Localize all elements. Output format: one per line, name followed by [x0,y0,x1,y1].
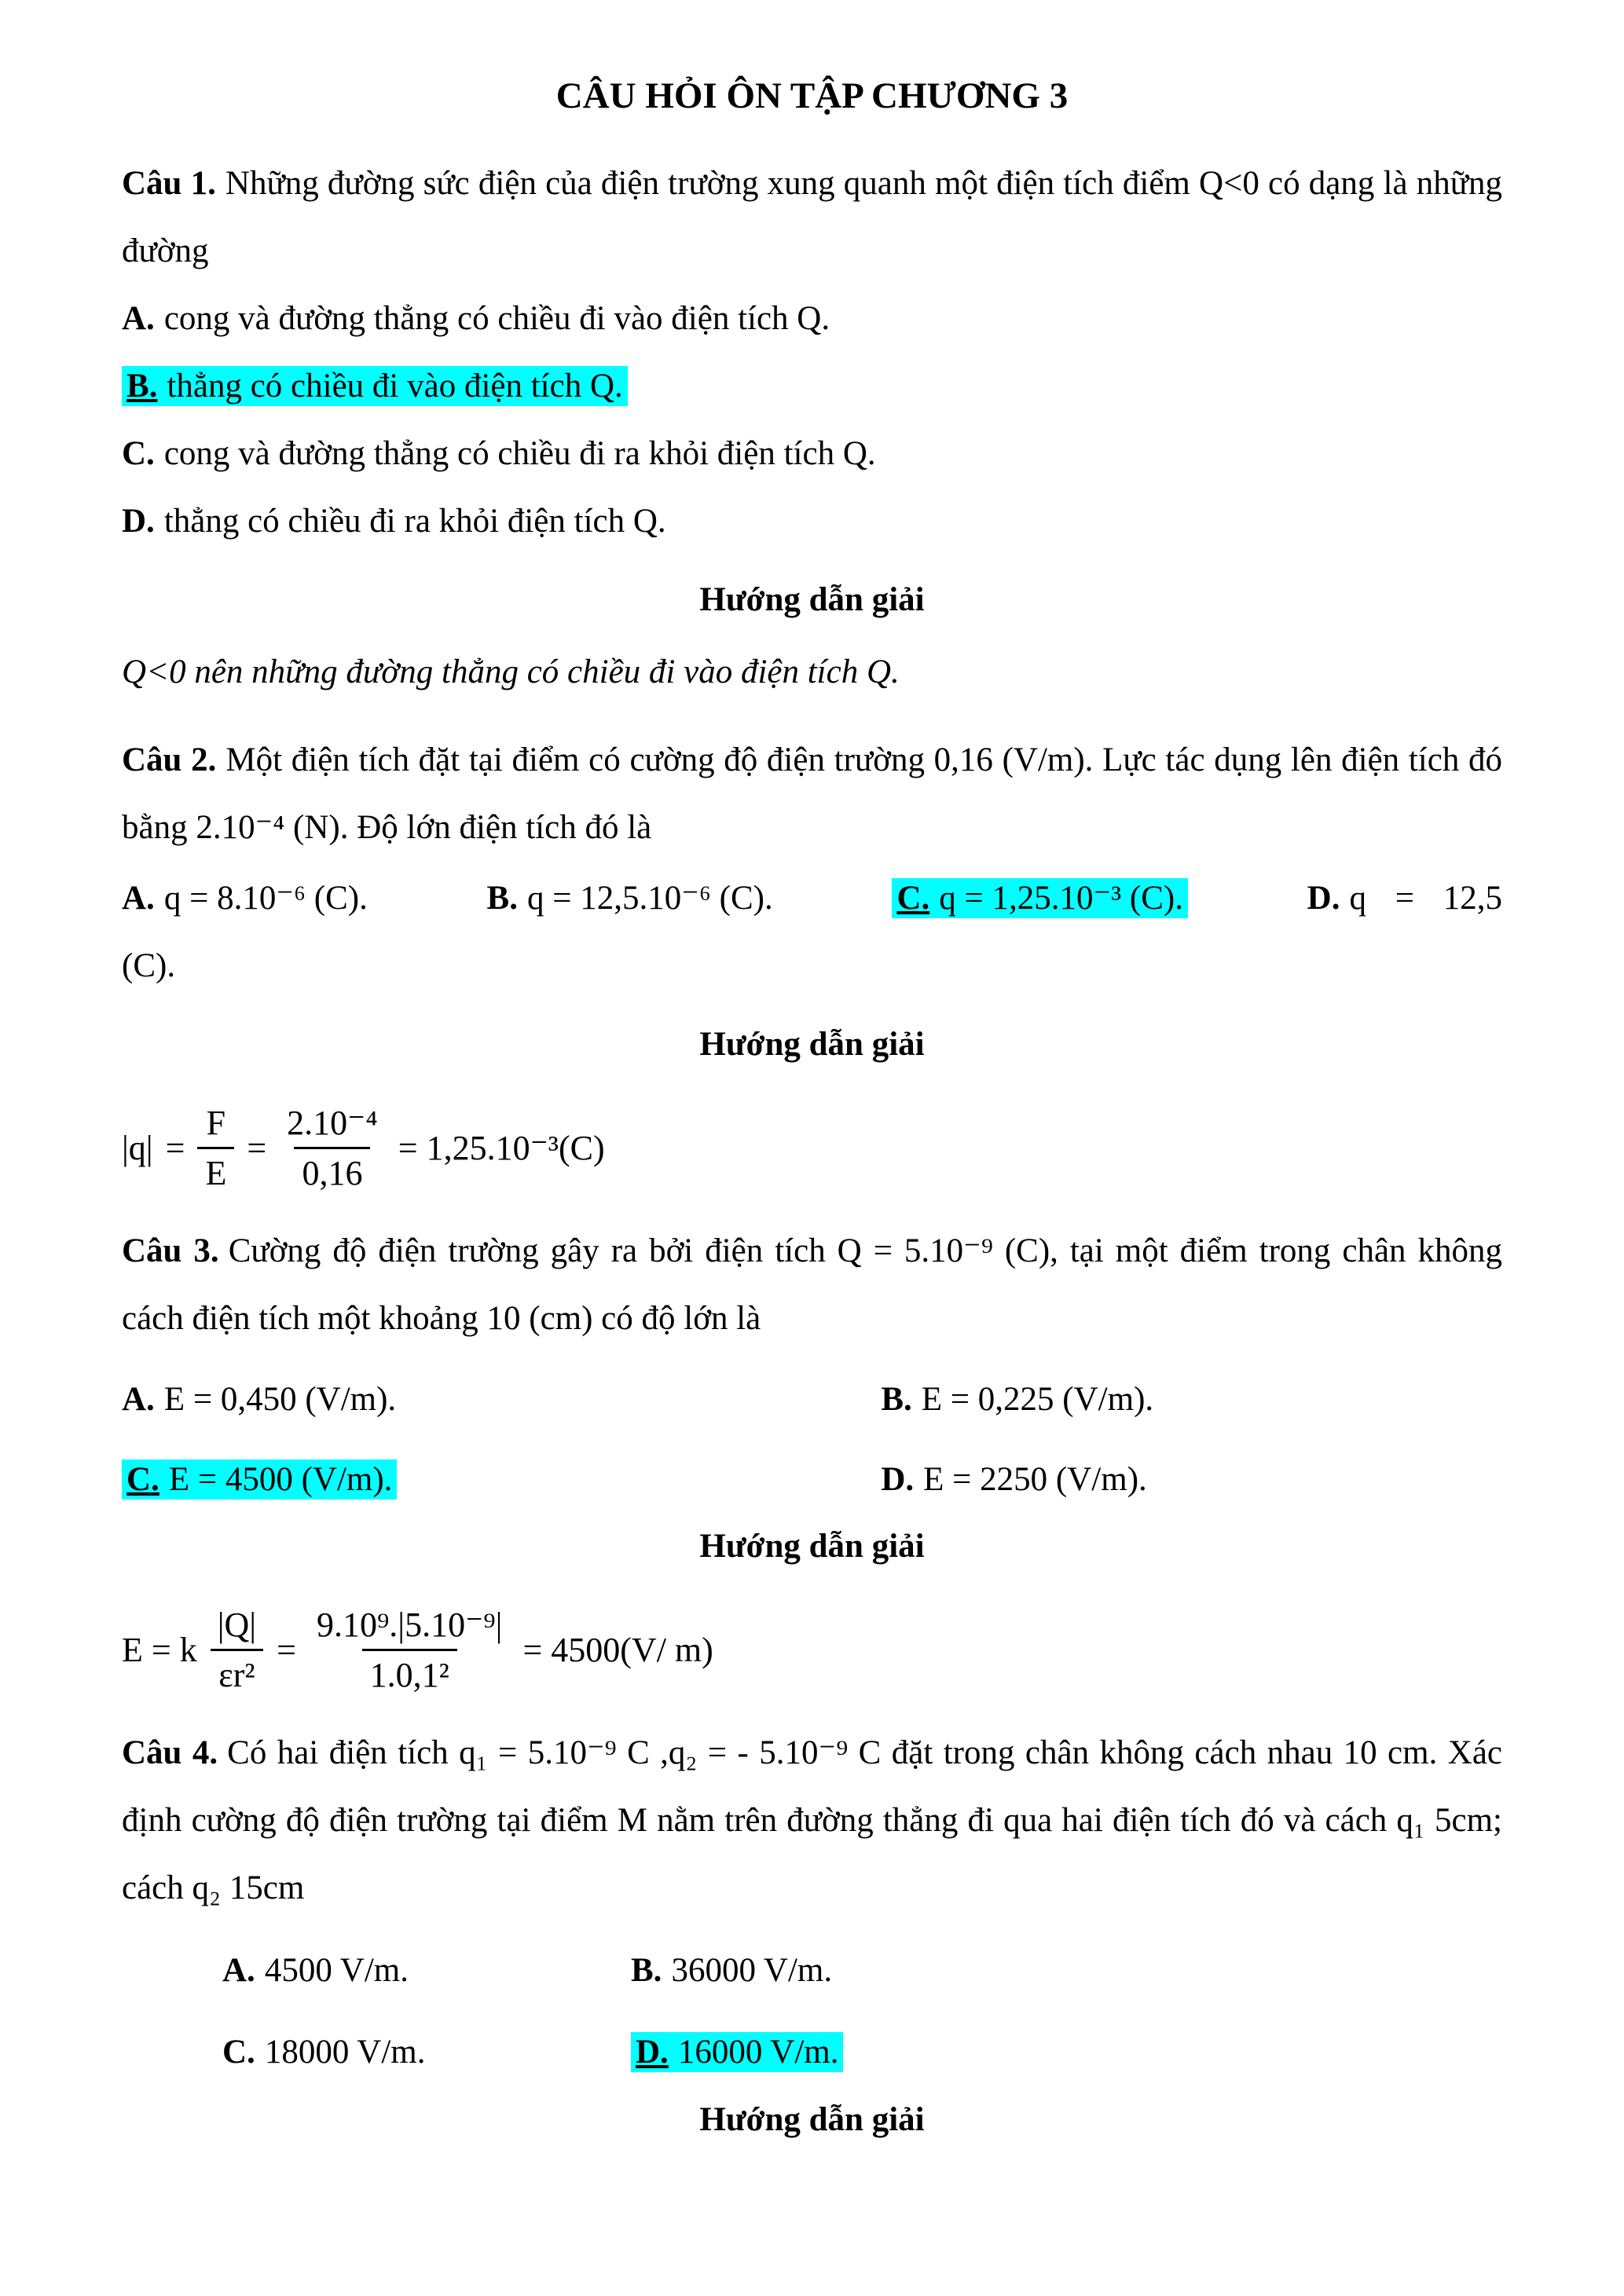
q4-options-grid [122,1950,1502,2072]
question-4-label: Câu 4. [122,1734,218,1771]
q2-option-d [1307,865,1502,932]
q2-option-c-label: C. [896,880,930,917]
q2-option-a-text: q = 8.10⁻⁶ (C). [163,880,368,917]
q3-option-b-label: B. [881,1381,912,1419]
q4-option-d-label: D. [636,2033,669,2071]
q1-option-b [122,353,1502,420]
q2-option-c-text: q = 1,25.10⁻³ (C). [939,880,1183,917]
q3-formula-fraction-1-denominator: εr² [211,1649,262,1699]
q3-formula-fraction-2-numerator: 9.10⁹.|5.10⁻⁹| [316,1605,503,1644]
q1-option-d-text: thẳng có chiều đi ra khỏi điện tích Q. [163,503,666,540]
q3-option-d-label: D. [881,1460,915,1498]
q4-option-b [631,1950,843,1991]
q2-formula-fraction-1 [197,1099,234,1197]
q2-solution-heading: Hướng dẫn giải [699,1026,925,1063]
q3-formula-equals: = [277,1630,296,1669]
q2-formula-fraction-1-numerator: F [206,1104,226,1142]
question-3-statement [122,1218,1502,1353]
q1-option-c [122,420,1502,488]
page-title: CÂU HỎI ÔN TẬP CHƯƠNG 3 [555,75,1069,116]
question-2-label: Câu 2. [122,742,217,778]
q3-option-d-text: E = 2250 (V/m). [923,1460,1147,1498]
q3-formula-result: = 4500(V/ m) [522,1630,713,1669]
q2-option-b-label: B. [486,880,518,917]
q2-options-row [122,865,1502,932]
q3-solution-heading: Hướng dẫn giải [699,1527,925,1565]
q1-option-b-highlight [122,366,628,406]
question-3-text: Cường độ điện trường gây ra bởi điện tích Q = 5.10⁻⁹ (C), tại một điểm trong chân không cách điện tích một khoảng 10 (cm) có độ lớn là [122,1232,1502,1338]
q2-option-d-text: q = 12,5 [1349,880,1502,917]
q3-options-grid [122,1379,1502,1500]
q1-option-a-label: A. [122,300,155,337]
q4-option-c-label: C. [222,2033,255,2071]
question-2-text: Một điện tích đặt tại điểm có cường độ điện trường 0,16 (V/m). Lực tác dụng lên điện tích đó bằng 2.10⁻⁴ (N). Độ lớn điện tích đó là [122,742,1502,846]
question-1-label: Câu 1. [122,165,216,202]
q2-option-b-text: q = 12,5.10⁻⁶ (C). [526,880,773,917]
q4-option-d-text: 16000 V/m. [677,2033,839,2071]
q3-formula-fraction-1-numerator: |Q| [217,1605,257,1644]
question-4-text: Có hai điện tích q₁ = 5.10⁻⁹ C ,q₂ = - 5.10⁻⁹ C đặt trong chân không cách nhau 10 cm. Xác định cường độ điện trường tại điểm M nằm trên đường thẳng đi qua hai điện tích đó và cách q₁ 5cm; cách q₂ 15cm [122,1734,1502,1906]
q3-option-b [881,1379,1502,1420]
q2-formula-fraction-2-numerator: 2.10⁻⁴ [287,1104,378,1142]
q2-option-c-highlight [892,878,1187,918]
q2-option-c [892,865,1187,932]
q3-formula-fraction-1 [210,1601,264,1699]
q3-option-d [881,1459,1502,1500]
q1-option-c-label: C. [122,435,155,472]
q2-formula-fraction-2 [279,1099,386,1197]
q2-formula-fraction-1-denominator: E [197,1147,234,1197]
q4-option-c-text: 18000 V/m. [264,2033,426,2071]
q3-option-a-label: A. [122,1381,155,1419]
q1-option-c-text: cong và đường thẳng có chiều đi ra khỏi điện tích Q. [163,435,876,472]
q2-formula-equals-2: = [247,1129,267,1168]
q2-solution-formula [122,1099,1502,1197]
q3-option-a [122,1379,881,1420]
q2-formula-equals-1: = [165,1129,185,1168]
q4-option-d [631,2032,843,2073]
q2-option-d-label: D. [1307,880,1340,917]
q3-solution-formula [122,1601,1502,1699]
q4-option-a-label: A. [222,1951,255,1989]
q1-option-b-text: thẳng có chiều đi vào điện tích Q. [167,368,623,405]
q1-option-d [122,488,1502,555]
question-2-statement [122,727,1502,862]
q4-option-a-text: 4500 V/m. [264,1951,409,1989]
question-1-statement [122,150,1502,285]
q4-option-b-label: B. [631,1951,662,1989]
q1-option-a [122,285,1502,353]
q4-option-c [222,2032,631,2073]
q2-option-d-continuation: (C). [122,947,176,984]
q4-solution-heading: Hướng dẫn giải [699,2101,925,2139]
question-1-text: Những đường sức điện của điện trường xung quanh một điện tích điểm Q<0 có dạng là những đường [122,165,1503,269]
q3-option-a-text: E = 0,450 (V/m). [163,1381,397,1419]
q2-option-a [122,865,368,932]
q1-solution-text: Q<0 nên những đường thẳng có chiều đi vào điện tích Q. [122,654,900,690]
q2-formula-result: = 1,25.10⁻³(C) [398,1129,605,1168]
q4-option-a [222,1950,631,1991]
q1-solution-heading: Hướng dẫn giải [699,581,925,618]
q3-formula-lhs: E = k [122,1630,197,1669]
q1-option-d-label: D. [122,503,155,540]
q2-formula-lhs: |q| [122,1129,153,1168]
q2-formula-fraction-2-denominator: 0,16 [294,1147,370,1197]
q3-formula-fraction-2-denominator: 1.0,1² [362,1649,457,1699]
q2-option-b [487,865,773,932]
q4-option-d-highlight [631,2032,843,2072]
question-4-statement [122,1719,1502,1922]
q3-option-c-highlight [122,1459,397,1500]
q1-option-a-text: cong và đường thẳng có chiều đi vào điện tích Q. [163,300,830,337]
q3-formula-fraction-2 [309,1601,511,1699]
q3-option-b-text: E = 0,225 (V/m). [921,1381,1154,1419]
q3-option-c [122,1459,881,1500]
q4-option-b-text: 36000 V/m. [671,1951,833,1989]
q1-option-b-label: B. [126,368,158,405]
q2-option-a-label: A. [122,880,155,917]
q3-option-c-text: E = 4500 (V/m). [168,1460,393,1498]
q3-option-c-label: C. [126,1460,159,1498]
question-3-label: Câu 3. [122,1232,219,1270]
